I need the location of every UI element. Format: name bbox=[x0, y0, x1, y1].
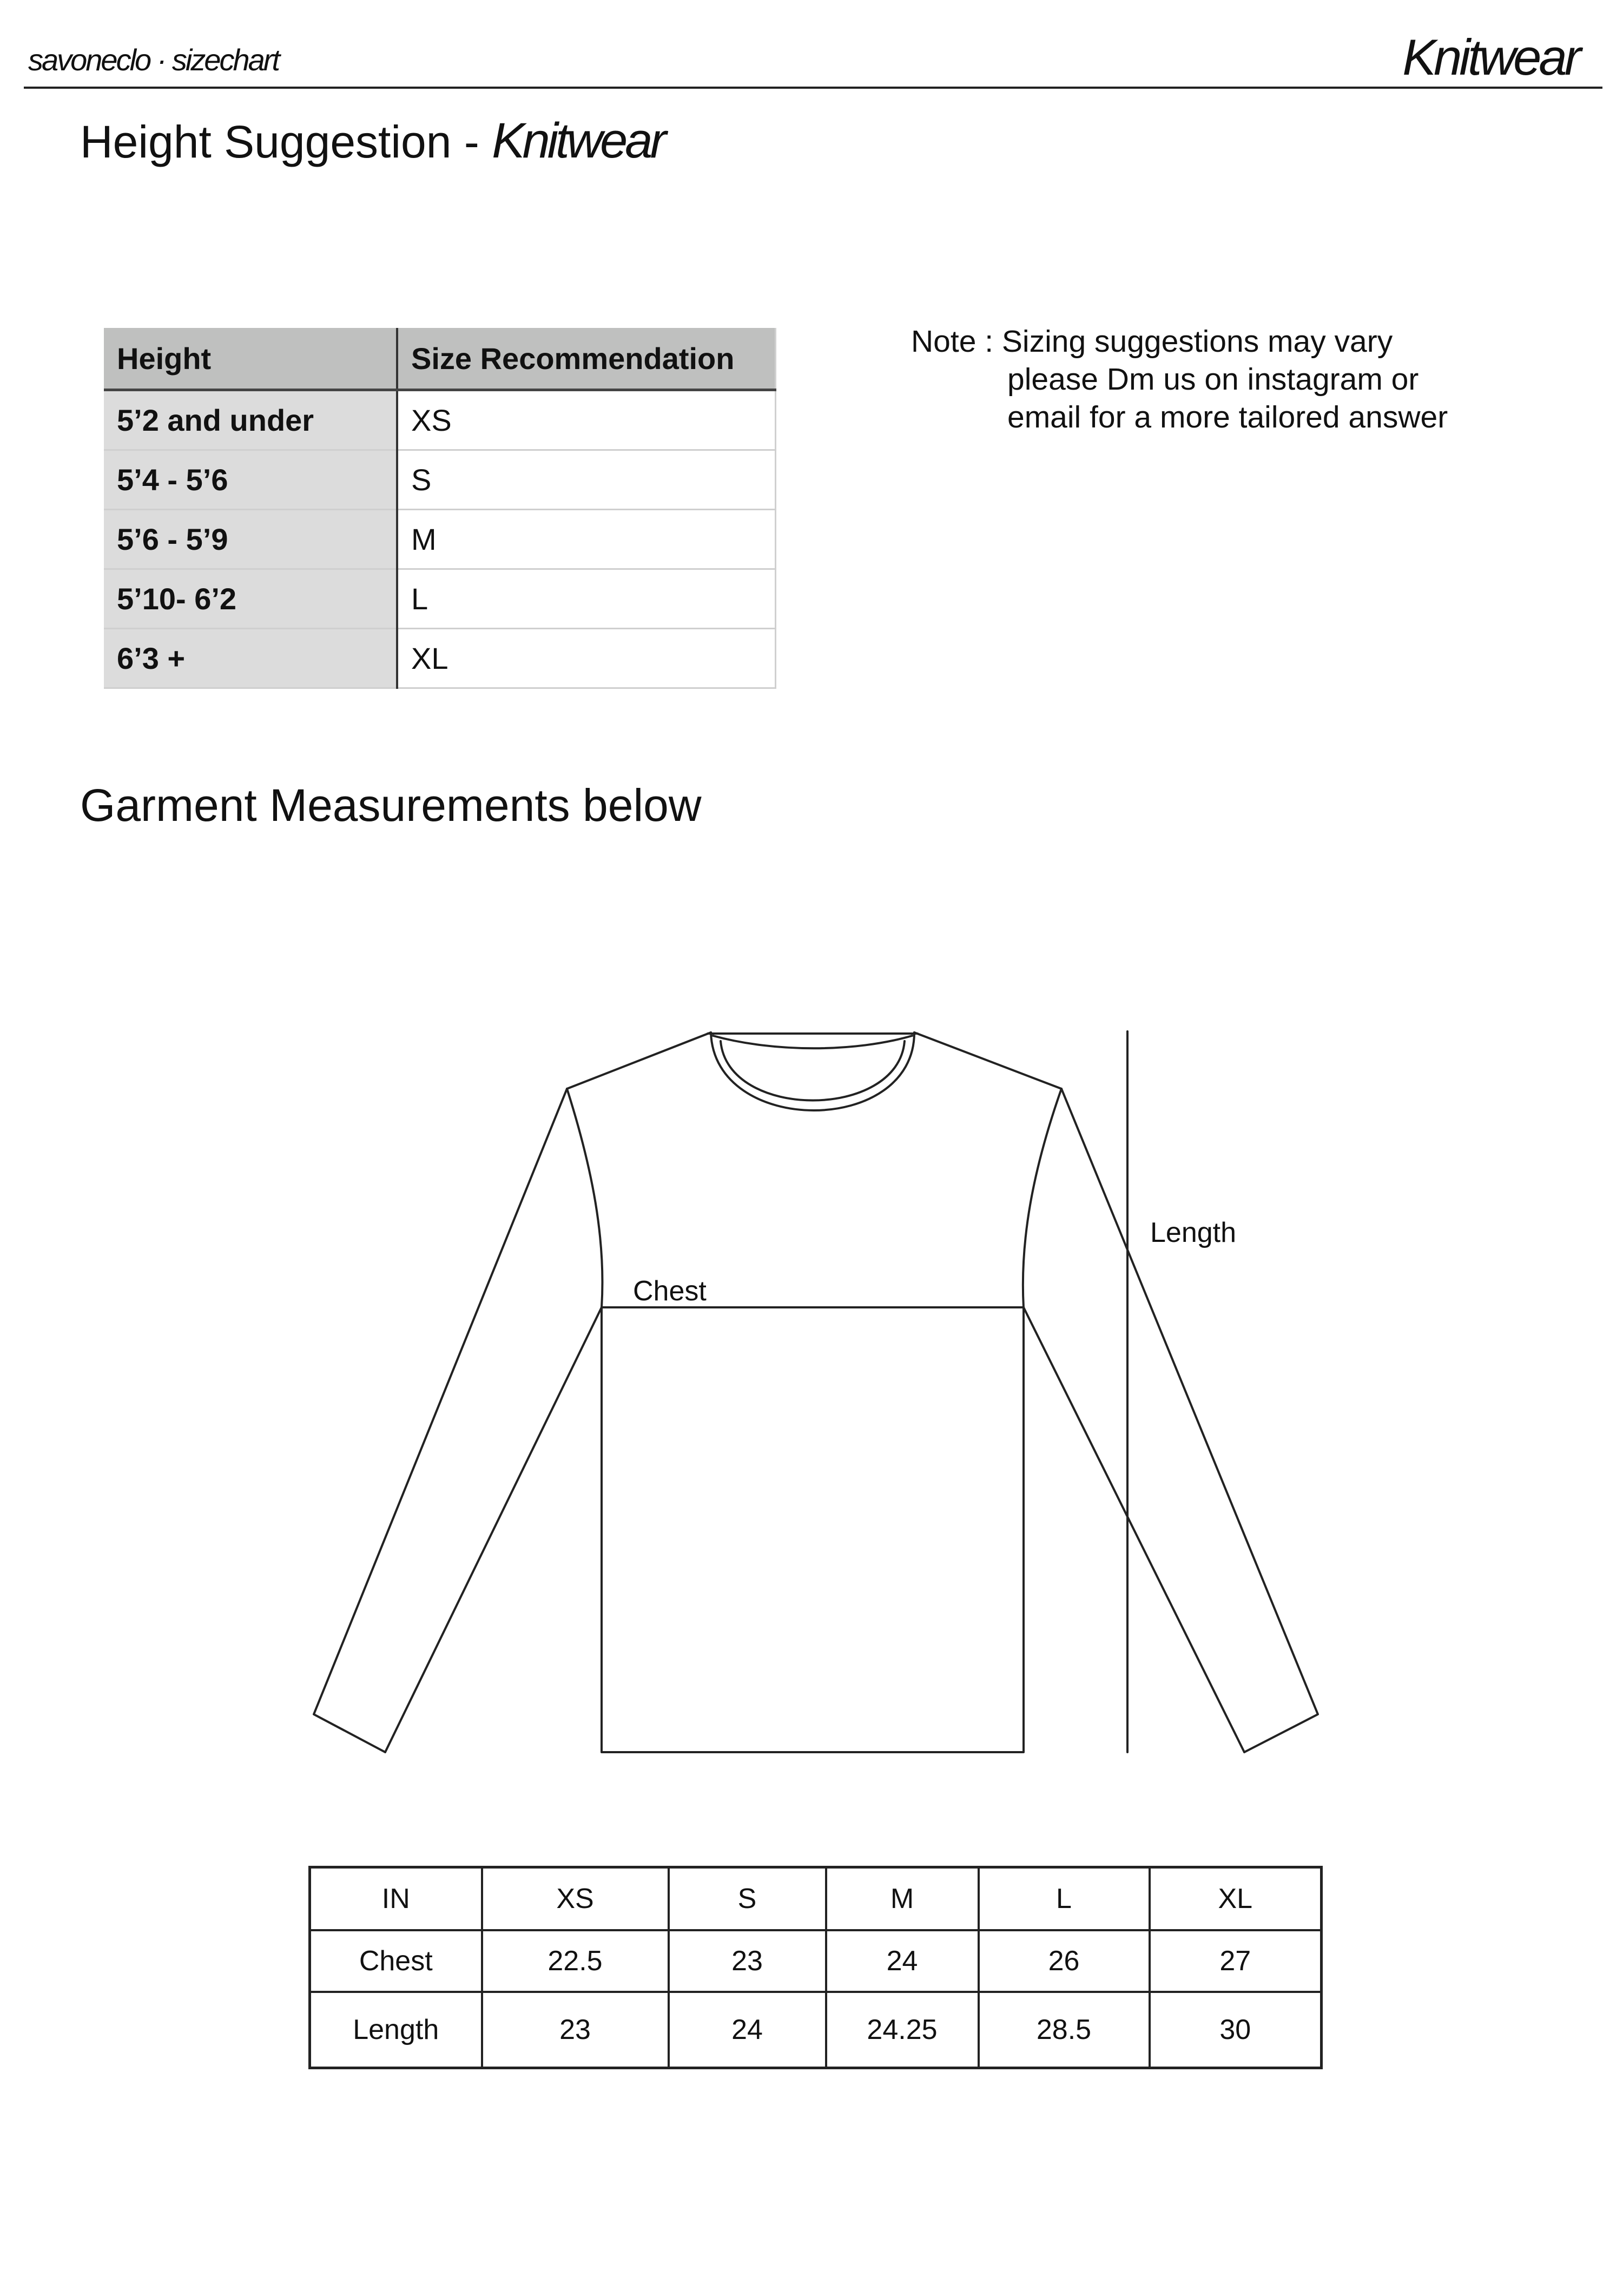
left-armhole bbox=[567, 1089, 602, 1307]
heading-prefix: Height Suggestion - bbox=[80, 116, 479, 167]
height-cell: 5’10- 6’2 bbox=[104, 569, 397, 629]
column-header-unit: IN bbox=[310, 1867, 482, 1931]
column-header-l: L bbox=[979, 1867, 1150, 1931]
garment-measurements-heading: Garment Measurements below bbox=[80, 780, 702, 831]
column-header-xl: XL bbox=[1150, 1867, 1322, 1931]
table-cell: 27 bbox=[1150, 1930, 1322, 1992]
note-line-1: Note : Sizing suggestions may vary bbox=[911, 324, 1393, 359]
left-sleeve-outer bbox=[314, 1089, 567, 1752]
table-cell: 23 bbox=[482, 1992, 669, 2068]
table-cell: 24 bbox=[826, 1930, 979, 1992]
neckline-outer bbox=[711, 1032, 914, 1110]
table-row bbox=[310, 1930, 1322, 1992]
length-label: Length bbox=[1150, 1217, 1237, 1248]
right-armhole bbox=[1023, 1089, 1061, 1307]
height-cell: 6’3 + bbox=[104, 629, 397, 688]
category-title: Knitwear bbox=[1402, 29, 1579, 85]
height-cell: 5’6 - 5’9 bbox=[104, 510, 397, 569]
right-shoulder-line bbox=[914, 1032, 1061, 1089]
table-row bbox=[310, 1992, 1322, 2068]
note-line-2: please Dm us on instagram or bbox=[1007, 362, 1419, 397]
measurements-table bbox=[308, 1866, 1323, 2069]
neck-rib bbox=[721, 1041, 905, 1101]
size-cell: S bbox=[397, 450, 776, 510]
size-cell: XL bbox=[397, 629, 776, 688]
column-header-height: Height bbox=[104, 328, 397, 390]
table-header-row bbox=[310, 1867, 1322, 1931]
table-cell: 26 bbox=[979, 1930, 1150, 1992]
chest-label: Chest bbox=[633, 1275, 707, 1307]
row-label-chest: Chest bbox=[310, 1930, 482, 1992]
table-cell: 24 bbox=[669, 1992, 826, 2068]
table-cell: 23 bbox=[669, 1930, 826, 1992]
height-cell: 5’2 and under bbox=[104, 390, 397, 450]
row-label-length: Length bbox=[310, 1992, 482, 2068]
column-header-xs: XS bbox=[482, 1867, 669, 1931]
size-cell: M bbox=[397, 510, 776, 569]
brand-label: savoneclo · sizechart bbox=[28, 43, 279, 77]
column-header-size: Size Recommendation bbox=[397, 328, 776, 390]
height-cell: 5’4 - 5’6 bbox=[104, 450, 397, 510]
column-header-m: M bbox=[826, 1867, 979, 1931]
heading-accent: Knitwear bbox=[492, 113, 664, 168]
table-cell: 22.5 bbox=[482, 1930, 669, 1992]
left-shoulder-line bbox=[567, 1032, 711, 1089]
column-header-s: S bbox=[669, 1867, 826, 1931]
size-cell: L bbox=[397, 569, 776, 629]
note-line-3: email for a more tailored answer bbox=[1007, 400, 1448, 435]
table-cell: 28.5 bbox=[979, 1992, 1150, 2068]
size-cell: XS bbox=[397, 390, 776, 450]
right-sleeve-outer bbox=[1061, 1089, 1318, 1752]
body-outline bbox=[602, 1307, 1024, 1752]
neck-rib-top bbox=[713, 1036, 912, 1048]
right-sleeve-inner bbox=[1024, 1307, 1244, 1752]
table-cell: 30 bbox=[1150, 1992, 1322, 2068]
table-cell: 24.25 bbox=[826, 1992, 979, 2068]
left-sleeve-inner bbox=[385, 1307, 602, 1752]
